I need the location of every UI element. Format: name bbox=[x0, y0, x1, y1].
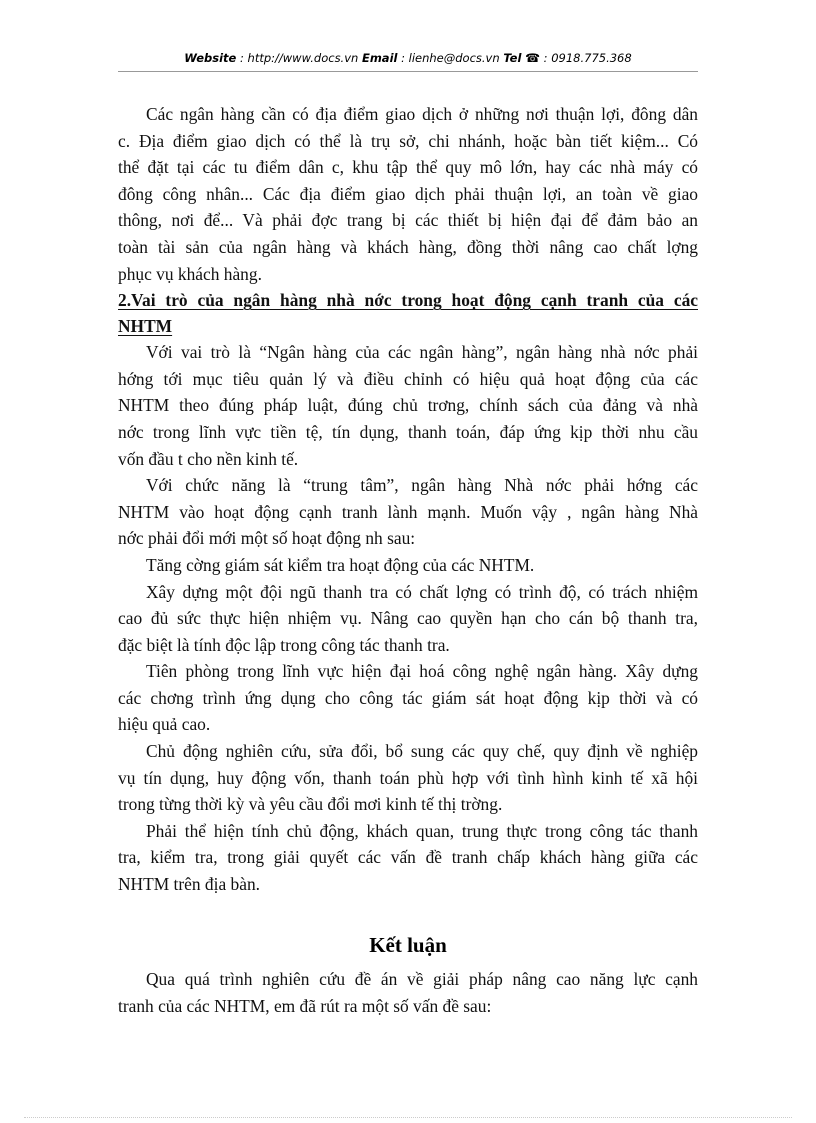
text-line: NHTM theo đúng pháp luật, đúng chủ trơng, chính sách của đảng và nhà bbox=[118, 395, 698, 416]
text-line: tranh của các NHTM, em đã rút ra một số vấn đề sau: bbox=[118, 995, 492, 1016]
body-block-bottom bbox=[118, 966, 698, 1019]
text-line: NHTM vào hoạt động cạnh tranh lành mạnh. Muốn vậy , ngân hàng Nhà bbox=[118, 501, 698, 522]
heading-line: 2.Vai trò của ngân hàng nhà nớc trong hoạt động cạnh tranh của các bbox=[118, 290, 698, 311]
text-line: Tăng cờng giám sát kiểm tra hoạt động của các NHTM. bbox=[146, 554, 535, 575]
paragraph-8 bbox=[118, 818, 698, 898]
page-header bbox=[118, 46, 698, 70]
text-line: c. Địa điểm giao dịch có thể là trụ sở, chi nhánh, hoặc bàn tiết kiệm... Có bbox=[118, 130, 698, 151]
paragraph-2 bbox=[118, 339, 698, 472]
heading-line: NHTM bbox=[118, 316, 173, 337]
text-line: Với vai trò là “Ngân hàng của các ngân hàng”, ngân hàng nhà nớc phải bbox=[146, 342, 698, 363]
header-rule bbox=[118, 71, 698, 72]
conclusion-title: Kết luận bbox=[369, 933, 447, 957]
text-line: cao đủ sức thực hiện nhiệm vụ. Nâng cao quyền hạn cho cán bộ thanh tra, bbox=[118, 608, 698, 629]
paragraph-7 bbox=[118, 738, 698, 818]
text-line: Tiên phòng trong lĩnh vực hiện đại hoá công nghệ ngân hàng. Xây dựng bbox=[146, 661, 698, 682]
text-line: Các ngân hàng cần có địa điểm giao dịch ở những nơi thuận lợi, đông dân bbox=[146, 104, 698, 124]
text-line: NHTM trên địa bàn. bbox=[118, 874, 260, 895]
text-line: toàn tài sản của ngân hàng và khách hàng, đồng thời nâng cao chất lợng bbox=[118, 236, 698, 257]
paragraph-3 bbox=[118, 472, 698, 552]
page-bottom-border bbox=[24, 1117, 792, 1118]
text-line: vốn đầu t cho nền kinh tế. bbox=[118, 448, 299, 469]
paragraph-9 bbox=[118, 966, 698, 1019]
text-line: thông, nơi để... Và phải đợc trang bị các thiết bị hiện đại để đảm bảo an bbox=[118, 210, 698, 231]
paragraph-6 bbox=[118, 658, 698, 738]
website-value: : http://www.docs.vn bbox=[236, 51, 362, 65]
phone-icon: ☎ bbox=[525, 51, 541, 65]
text-line: tra, kiểm tra, trong giải quyết các vấn đề tranh chấp khách hàng giữa các bbox=[118, 847, 698, 868]
text-line: Với chức năng là “trung tâm”, ngân hàng Nhà nớc phải hớng các bbox=[146, 475, 698, 496]
text-line: phục vụ khách hàng. bbox=[118, 263, 262, 284]
paragraph-1 bbox=[118, 101, 698, 287]
text-line: đặc biệt là tính độc lập trong công tác thanh tra. bbox=[118, 634, 450, 655]
text-line: Phải thể hiện tính chủ động, khách quan, trung thực trong công tác thanh bbox=[146, 820, 698, 841]
text-line: Xây dựng một đội ngũ thanh tra có chất lợng có trình độ, có trách nhiệm bbox=[146, 581, 698, 602]
text-line: Qua quá trình nghiên cứu đề án về giải pháp nâng cao năng lực cạnh bbox=[146, 969, 698, 989]
paragraph-5 bbox=[118, 579, 698, 659]
text-line: hớng tới mục tiêu quản lý và điều chỉnh có hiệu quả hoạt động của các bbox=[118, 368, 698, 389]
tel-label: Tel bbox=[503, 51, 522, 65]
text-line: Chủ động nghiên cứu, sửa đổi, bổ sung các quy chế, quy định về nghiệp bbox=[146, 741, 698, 762]
text-line: nớc phải đổi mới một số hoạt động nh sau: bbox=[118, 528, 416, 549]
section-heading bbox=[118, 287, 698, 339]
text-line: vụ tín dụng, huy động vốn, thanh toán phù hợp với tình hình kinh tế xã hội bbox=[118, 767, 698, 788]
website-label: Website bbox=[184, 51, 237, 65]
text-line: đông công nhân... Các địa điểm giao dịch phải thuận lợi, an toàn về giao bbox=[118, 183, 698, 204]
tel-value: : 0918.775.368 bbox=[540, 51, 632, 65]
text-line: trong từng thời kỳ và yêu cầu đổi mơi kinh tế thị trờng. bbox=[118, 794, 503, 815]
body-block-top bbox=[118, 101, 698, 898]
email-value: : lienhe@docs.vn bbox=[397, 51, 504, 65]
text-line: hiệu quả cao. bbox=[118, 714, 211, 735]
text-line: thể đặt tại các tu điểm dân c, khu tập thể quy mô lớn, hay các nhà máy có bbox=[118, 157, 698, 178]
text-line: các chơng trình ứng dụng cho công tác giám sát hoạt động kịp thời và có bbox=[118, 687, 698, 708]
paragraph-4 bbox=[118, 552, 698, 579]
email-label: Email bbox=[361, 51, 398, 65]
text-line: nớc trong lĩnh vực tiền tệ, tín dụng, thanh toán, đáp ứng kịp thời nhu cầu bbox=[118, 421, 698, 442]
